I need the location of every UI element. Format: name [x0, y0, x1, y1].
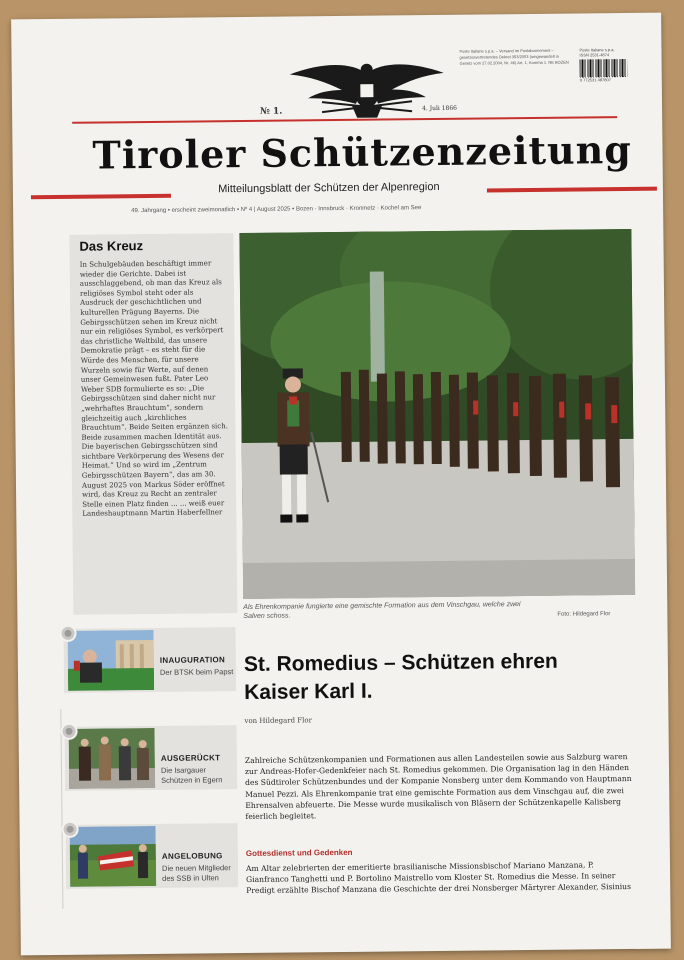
teaser-card-angelobung[interactable] — [66, 823, 239, 889]
teaser-description: Die neuen Mitglieder des SSB in Ulten — [161, 863, 231, 883]
article-subhead: Gottesdienst und Gedenken — [245, 847, 353, 859]
issue-date: 4. Juli 1866 — [422, 104, 458, 113]
teaser-thumbnail — [68, 630, 155, 691]
postal-imprint: Poste Italiane s.p.a. – Versand im Postabonnement – gesetzesvertretendes Dekret 353/2003 (umgewandelt in Gesetz vom 27.02.2004, Nr. 46) Art. 1, Komma 1, NE BOZEN — [459, 47, 569, 66]
issue-info-line: 49. Jahrgang • erscheint zweimonatlich • Nº 4 | August 2025 • Bozen · Innsbruck · Kronmetz · Kochel am See — [131, 205, 422, 215]
masthead-subtitle: Mitteilungsblatt der Schützen der Alpenregion — [218, 180, 440, 196]
teaser-thumbnail — [69, 728, 156, 789]
teaser-description: Die Isargauer Schützen in Egern — [160, 765, 223, 785]
teaser-category: AUSGERÜCKT — [160, 753, 221, 763]
teaser-card-ausgerueckt[interactable] — [65, 725, 238, 791]
teaser-bullet-icon — [59, 625, 76, 642]
article-byline: von Hildegard Flor — [244, 716, 312, 726]
rule-right — [487, 187, 657, 193]
editorial-sidebar — [69, 233, 237, 615]
eagle-emblem-icon — [282, 59, 453, 123]
photo-credit: Foto: Hildegard Flor — [557, 611, 611, 618]
rule-left — [31, 194, 171, 199]
photo-caption: Als Ehrenkompanie fungierte eine gemischte Formation aus dem Vinschgau, welche zwei Salven schoss. — [243, 601, 521, 621]
teaser-category: INAUGURATION — [159, 655, 226, 665]
main-photo — [239, 229, 635, 599]
sidebar-text: In Schulgebäuden beschäftigt immer wieder die Gerichte. Dabei ist ausschlaggebend, ob man das Kreuz als religiöses Symbol steht oder als Ausdruck der geschichtlichen und kulturellen Prägung Bayerns. Die Gebirgsschützen sehen im Kreuz nicht nur ein religiöses Symbol, es verkörpert das christliche Weltbild, das unsere Demokratie prägt – es steht für die Würde des Menschen, für unsere Wurzeln sowie für Werte, auf denen unser Gemeinwesen fußt. Pater Leo Weber SDB formulierte es so: „Die Gebirgsschützen sind daher nicht nur „wehrhaftes Brauchtum“, sondern gleichzeitig auch „kirchliches Brauchtum“. Beide Seiten ergänzen sich. Beide zusammen machen Identität aus. Die bayerischen Gebirgsschützen sind sichtbare Verkörperung des Wesens der Heimat.“ Und so wird im „Zentrum Gebirgsschützen Bayern“, das am 30. August 2025 von Markus Söder eröffnet wird, das Kreuz zu Recht an zentraler Stelle einen Platz finden ... ... weiß euer Landeshauptmann Martin Haberfellner — [79, 259, 228, 519]
barcode-number: 9 772531 487807 — [579, 77, 611, 83]
article-lead-paragraph: Zahlreiche Schützenkompanien und Formationen aus allen Landesteilen sowie aus Salzburg waren zur Andreas-Hofer-Gedenkfeier nach St. Romedius gekommen. Die Organisation lag in den Händen des Südtiroler Schützenbundes und der Kompanie Nonsberg unter dem Kommando von Hauptmann Manuel Pezzi. Als Ehrenkompanie trat eine gemischte Formation aus dem Vinschgau auf, die zwei Ehrensalven abfeuerte. Die Messe wurde musikalisch von Bläsern der Schützenkapelle Kalisberg feierlich begleitet. — [244, 752, 632, 822]
issue-number: № 1. — [260, 106, 283, 117]
barcode-block — [579, 47, 631, 83]
teaser-thumbnail — [70, 826, 157, 887]
barcode-graphic — [580, 59, 628, 78]
teaser-description: Der BTSK beim Papst — [159, 667, 234, 677]
newspaper-page — [11, 13, 671, 956]
teaser-card-inauguration[interactable] — [64, 627, 237, 693]
barcode-top-text: Poste Italiane s.p.a. — [579, 47, 615, 53]
teaser-category: ANGELOBUNG — [161, 851, 223, 861]
masthead-title: Tiroler Schützenzeitung — [92, 126, 633, 178]
issn-text: ISSN 2531-4874 — [579, 52, 610, 58]
teaser-bullet-icon — [62, 821, 79, 838]
sidebar-heading: Das Kreuz — [79, 238, 144, 254]
teaser-bullet-icon — [60, 723, 77, 740]
article-headline: St. Romedius – Schützen ehren Kaiser Karl I. — [243, 649, 558, 705]
article-paragraph: Am Altar zelebrierten der emeritierte brasilianische Missionsbischof Mariano Manzana, P. Gianfranco Tanghetti und P. Bortolino Maistrello vom Kloster St. Romedius die Messe. In seiner Predigt erzählte Bischof Manzana die Geschichte der drei Nonsberger Märtyrer Alexander, Sisinius — [245, 860, 632, 896]
